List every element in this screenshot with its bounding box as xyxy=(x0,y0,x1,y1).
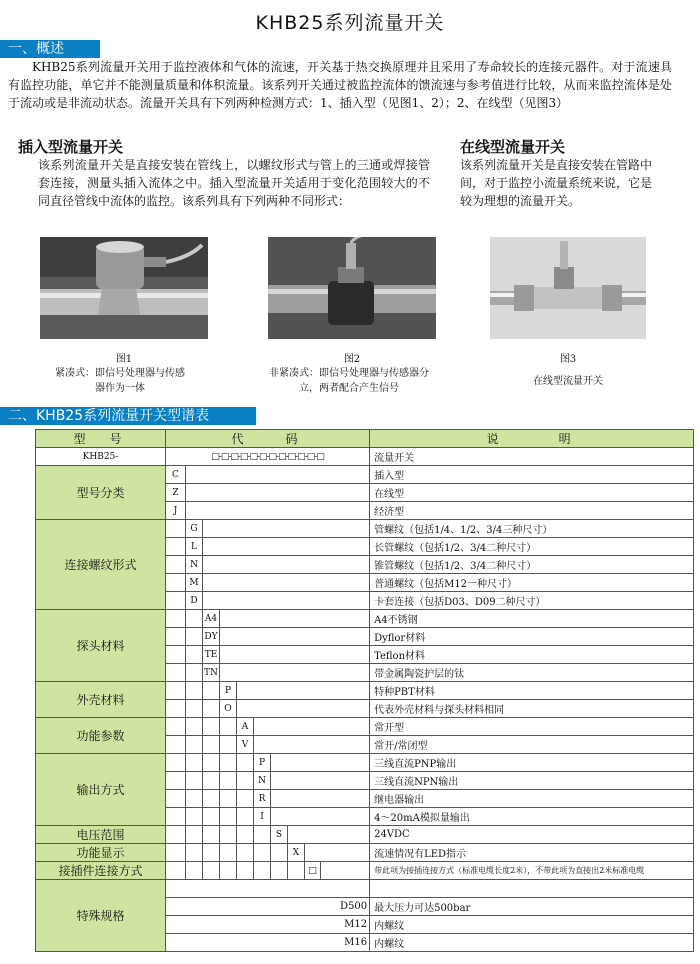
empty-code-cell xyxy=(166,664,186,682)
empty-code-cell xyxy=(237,862,254,880)
empty-code-cell xyxy=(271,808,370,826)
empty-code-cell xyxy=(203,592,370,610)
description-cell: 长管螺纹（包括1/2、3/4二种尺寸） xyxy=(370,538,694,556)
category-label: 型号分类 xyxy=(36,466,166,520)
empty-code-cell xyxy=(220,844,237,862)
code-cell: M12 xyxy=(166,916,370,934)
description-cell: 卡套连接（包括D03、D09二种尺寸） xyxy=(370,592,694,610)
empty-code-cell xyxy=(186,754,203,772)
empty-code-cell xyxy=(220,610,370,628)
section-overview-heading: 一、概述 xyxy=(0,40,100,58)
empty-code-cell xyxy=(166,772,186,790)
empty-code-cell xyxy=(166,682,186,700)
empty-code-cell xyxy=(203,574,370,592)
empty-code-cell xyxy=(186,646,203,664)
code-cell: N xyxy=(186,556,203,574)
empty-code-cell xyxy=(166,790,186,808)
table-row xyxy=(36,826,694,844)
empty-code-cell xyxy=(237,808,254,826)
empty-code-cell xyxy=(220,754,237,772)
description-cell: Dyflor材料 xyxy=(370,628,694,646)
model-spec-table xyxy=(35,429,694,952)
figure-3-number: 图3 xyxy=(559,354,577,365)
code-cell: D xyxy=(186,592,203,610)
empty-code-cell xyxy=(186,664,203,682)
empty-code-cell xyxy=(220,736,237,754)
description-cell: 最大压力可达500bar xyxy=(370,898,694,916)
empty-code-cell xyxy=(166,808,186,826)
empty-code-cell xyxy=(220,772,237,790)
code-cell: □ xyxy=(305,862,321,880)
empty-code-cell xyxy=(271,772,370,790)
empty-code-cell xyxy=(166,592,186,610)
empty-code-cell xyxy=(166,574,186,592)
description-cell: 管螺纹（包括1/4、1/2、3/4三种尺寸） xyxy=(370,520,694,538)
table-row xyxy=(36,466,694,484)
empty-code-cell xyxy=(203,790,220,808)
empty-code-cell xyxy=(237,844,254,862)
header-model: 型 号 xyxy=(36,430,166,448)
figure-1-photo xyxy=(40,237,208,339)
figure-2-number: 图2 xyxy=(343,354,361,365)
empty-code-cell xyxy=(166,844,186,862)
empty-code-cell xyxy=(203,808,220,826)
empty-code-cell xyxy=(254,826,271,844)
empty-code-cell xyxy=(254,736,370,754)
code-cell: J xyxy=(166,502,186,520)
empty-code-cell xyxy=(186,484,370,502)
empty-code-cell xyxy=(220,790,237,808)
empty-code-cell xyxy=(271,862,288,880)
code-cell: TN xyxy=(203,664,220,682)
description-cell: 锥管螺纹（包括1/2、3/4二种尺寸） xyxy=(370,556,694,574)
category-label: 电压范围 xyxy=(36,826,166,844)
base-model: KHB25- xyxy=(36,448,166,466)
empty-code-cell xyxy=(220,718,237,736)
code-pattern: □-□-□-□-□-□-□-□-□-□-□-□ xyxy=(166,448,370,466)
figure-1-number: 图1 xyxy=(115,354,133,365)
empty-code-cell xyxy=(186,700,203,718)
empty-code-cell xyxy=(186,628,203,646)
code-cell: P xyxy=(220,682,237,700)
empty-code-cell xyxy=(321,862,370,880)
empty-code-cell xyxy=(166,628,186,646)
code-cell: D500 xyxy=(166,898,370,916)
table-header-row xyxy=(36,430,694,448)
empty-code-cell xyxy=(166,826,186,844)
table-row xyxy=(36,844,694,862)
inline-type-heading: 在线型流量开关 xyxy=(460,138,566,156)
code-cell: V xyxy=(237,736,254,754)
description-cell: 带金属陶瓷护层的钛 xyxy=(370,664,694,682)
empty-code-cell xyxy=(166,862,186,880)
empty-code-cell xyxy=(220,808,237,826)
empty-code-cell xyxy=(203,772,220,790)
empty-code-cell xyxy=(203,826,220,844)
empty-code-cell xyxy=(288,826,370,844)
empty-code-cell xyxy=(254,844,271,862)
code-cell: O xyxy=(220,700,237,718)
empty-code-cell xyxy=(237,826,254,844)
empty-code-cell xyxy=(203,862,220,880)
description-cell: 继电器输出 xyxy=(370,790,694,808)
code-cell: A4 xyxy=(203,610,220,628)
table-row xyxy=(36,880,694,898)
figure-2-caption: 非紧凑式：即信号处理器与传感器分立，两者配合产生信号 xyxy=(269,368,429,394)
empty-code-cell xyxy=(254,862,271,880)
code-cell: A xyxy=(237,718,254,736)
description-cell: 特种PBT材料 xyxy=(370,682,694,700)
base-desc: 流量开关 xyxy=(370,448,694,466)
description-cell: 三线直流NPN输出 xyxy=(370,772,694,790)
empty-code-cell xyxy=(271,844,288,862)
empty-code-cell xyxy=(237,772,254,790)
empty-code-cell xyxy=(237,790,254,808)
empty-code-cell xyxy=(203,538,370,556)
table-row xyxy=(36,520,694,538)
empty-code-cell xyxy=(203,736,220,754)
header-code: 代 码 xyxy=(166,430,370,448)
empty-code-cell xyxy=(203,520,370,538)
header-desc: 说 明 xyxy=(370,430,694,448)
empty-code-cell xyxy=(203,844,220,862)
empty-code-cell xyxy=(166,538,186,556)
code-cell: M16 xyxy=(166,934,370,952)
empty-code-cell xyxy=(186,772,203,790)
empty-code-cell xyxy=(166,754,186,772)
empty-code-cell xyxy=(237,682,370,700)
empty-code-cell xyxy=(186,718,203,736)
empty-code-cell xyxy=(220,826,237,844)
code-cell: R xyxy=(254,790,271,808)
empty-code-cell xyxy=(237,700,370,718)
description-cell: 代表外壳材料与探头材料相同 xyxy=(370,700,694,718)
empty-code-cell xyxy=(166,736,186,754)
description-cell: A4不锈钢 xyxy=(370,610,694,628)
empty-code-cell xyxy=(166,700,186,718)
code-cell: I xyxy=(254,808,271,826)
table-row xyxy=(36,718,694,736)
code-cell: M xyxy=(186,574,203,592)
description-cell: 4～20mA模拟量输出 xyxy=(370,808,694,826)
empty-code-cell xyxy=(271,790,370,808)
figure-3-photo xyxy=(490,237,646,339)
overview-paragraph: KHB25系列流量开关用于监控液体和气体的流速，开关基于热交换原理并且采用了寿命较长的连接元器件。对于流速具有监控功能，单它并不能测量质量和体积流量。该系列开关通过被监控流体的馈流速与参考值进行比较，从而来监控流体是处于流动或是非流动状态。流量开关具有下列两种检测方式：1、插入型（见图1、2）；2、在线型（见图3） xyxy=(8,60,672,110)
code-cell: Z xyxy=(166,484,186,502)
inline-type-paragraph: 该系列流量开关是直接安装在管路中间，对于监控小流量系统来说，它是较为理想的流量开关。 xyxy=(460,158,653,208)
code-cell: L xyxy=(186,538,203,556)
description-cell: 普通螺纹（包括M12一种尺寸） xyxy=(370,574,694,592)
category-label: 特殊规格 xyxy=(36,880,166,952)
figure-1-caption: 紧凑式：即信号处理器与传感器作为一体 xyxy=(55,368,185,394)
empty-code-cell xyxy=(166,718,186,736)
code-cell xyxy=(166,880,370,898)
empty-code-cell xyxy=(305,844,370,862)
code-cell: X xyxy=(288,844,305,862)
figure-3-caption: 在线型流量开关 xyxy=(533,376,603,387)
table-row xyxy=(36,862,694,880)
empty-code-cell xyxy=(220,664,370,682)
insert-type-heading: 插入型流量开关 xyxy=(18,138,124,156)
empty-code-cell xyxy=(186,736,203,754)
category-label: 功能参数 xyxy=(36,718,166,754)
empty-code-cell xyxy=(288,862,305,880)
empty-code-cell xyxy=(166,520,186,538)
table-row xyxy=(36,610,694,628)
section-model-table-heading: 二、KHB25系列流量开关型谱表 xyxy=(0,407,256,425)
figure-2-photo xyxy=(268,237,436,339)
code-cell: N xyxy=(254,772,271,790)
empty-code-cell xyxy=(166,646,186,664)
empty-code-cell xyxy=(186,466,370,484)
category-label: 连接螺纹形式 xyxy=(36,520,166,610)
description-cell: 常开型 xyxy=(370,718,694,736)
description-cell xyxy=(370,880,694,898)
code-cell: C xyxy=(166,466,186,484)
empty-code-cell xyxy=(220,628,370,646)
empty-code-cell xyxy=(220,862,237,880)
insert-type-paragraph: 该系列流量开关是直接安装在管线上，以螺纹形式与管上的三通或焊接管套连接，测量头插入流体之中。插入型流量开关适用于变化范围较大的不同直径管线中流体的监控。该系列具有下列两种不同形式： xyxy=(38,158,430,208)
empty-code-cell xyxy=(254,718,370,736)
empty-code-cell xyxy=(203,700,220,718)
description-cell: 流速情况有LED指示 xyxy=(370,844,694,862)
description-cell: Teflon材料 xyxy=(370,646,694,664)
empty-code-cell xyxy=(186,826,203,844)
description-cell: 三线直流PNP输出 xyxy=(370,754,694,772)
empty-code-cell xyxy=(186,502,370,520)
empty-code-cell xyxy=(186,844,203,862)
description-cell: 经济型 xyxy=(370,502,694,520)
description-cell: 内螺纹 xyxy=(370,916,694,934)
table-row xyxy=(36,448,694,466)
document-title: KHB25系列流量开关 xyxy=(255,12,445,34)
code-cell: G xyxy=(186,520,203,538)
empty-code-cell xyxy=(203,682,220,700)
description-cell: 带此项为接插连接方式（标准电缆长度2米），不带此项为直接出2米标准电缆 xyxy=(370,862,694,880)
category-label: 功能显示 xyxy=(36,844,166,862)
empty-code-cell xyxy=(220,646,370,664)
empty-code-cell xyxy=(237,754,254,772)
empty-code-cell xyxy=(186,790,203,808)
empty-code-cell xyxy=(166,556,186,574)
description-cell: 内螺纹 xyxy=(370,934,694,952)
code-cell: TE xyxy=(203,646,220,664)
empty-code-cell xyxy=(186,610,203,628)
description-cell: 插入型 xyxy=(370,466,694,484)
category-label: 外壳材料 xyxy=(36,682,166,718)
empty-code-cell xyxy=(166,610,186,628)
empty-code-cell xyxy=(203,556,370,574)
empty-code-cell xyxy=(186,808,203,826)
category-label: 探头材料 xyxy=(36,610,166,682)
empty-code-cell xyxy=(186,682,203,700)
table-row xyxy=(36,682,694,700)
empty-code-cell xyxy=(186,862,203,880)
code-cell: DY xyxy=(203,628,220,646)
table-row xyxy=(36,754,694,772)
category-label: 输出方式 xyxy=(36,754,166,826)
empty-code-cell xyxy=(203,718,220,736)
description-cell: 24VDC xyxy=(370,826,694,844)
category-label: 接插件连接方式 xyxy=(36,862,166,880)
description-cell: 在线型 xyxy=(370,484,694,502)
code-cell: S xyxy=(271,826,288,844)
empty-code-cell xyxy=(271,754,370,772)
code-cell: P xyxy=(254,754,271,772)
description-cell: 常开/常闭型 xyxy=(370,736,694,754)
empty-code-cell xyxy=(203,754,220,772)
